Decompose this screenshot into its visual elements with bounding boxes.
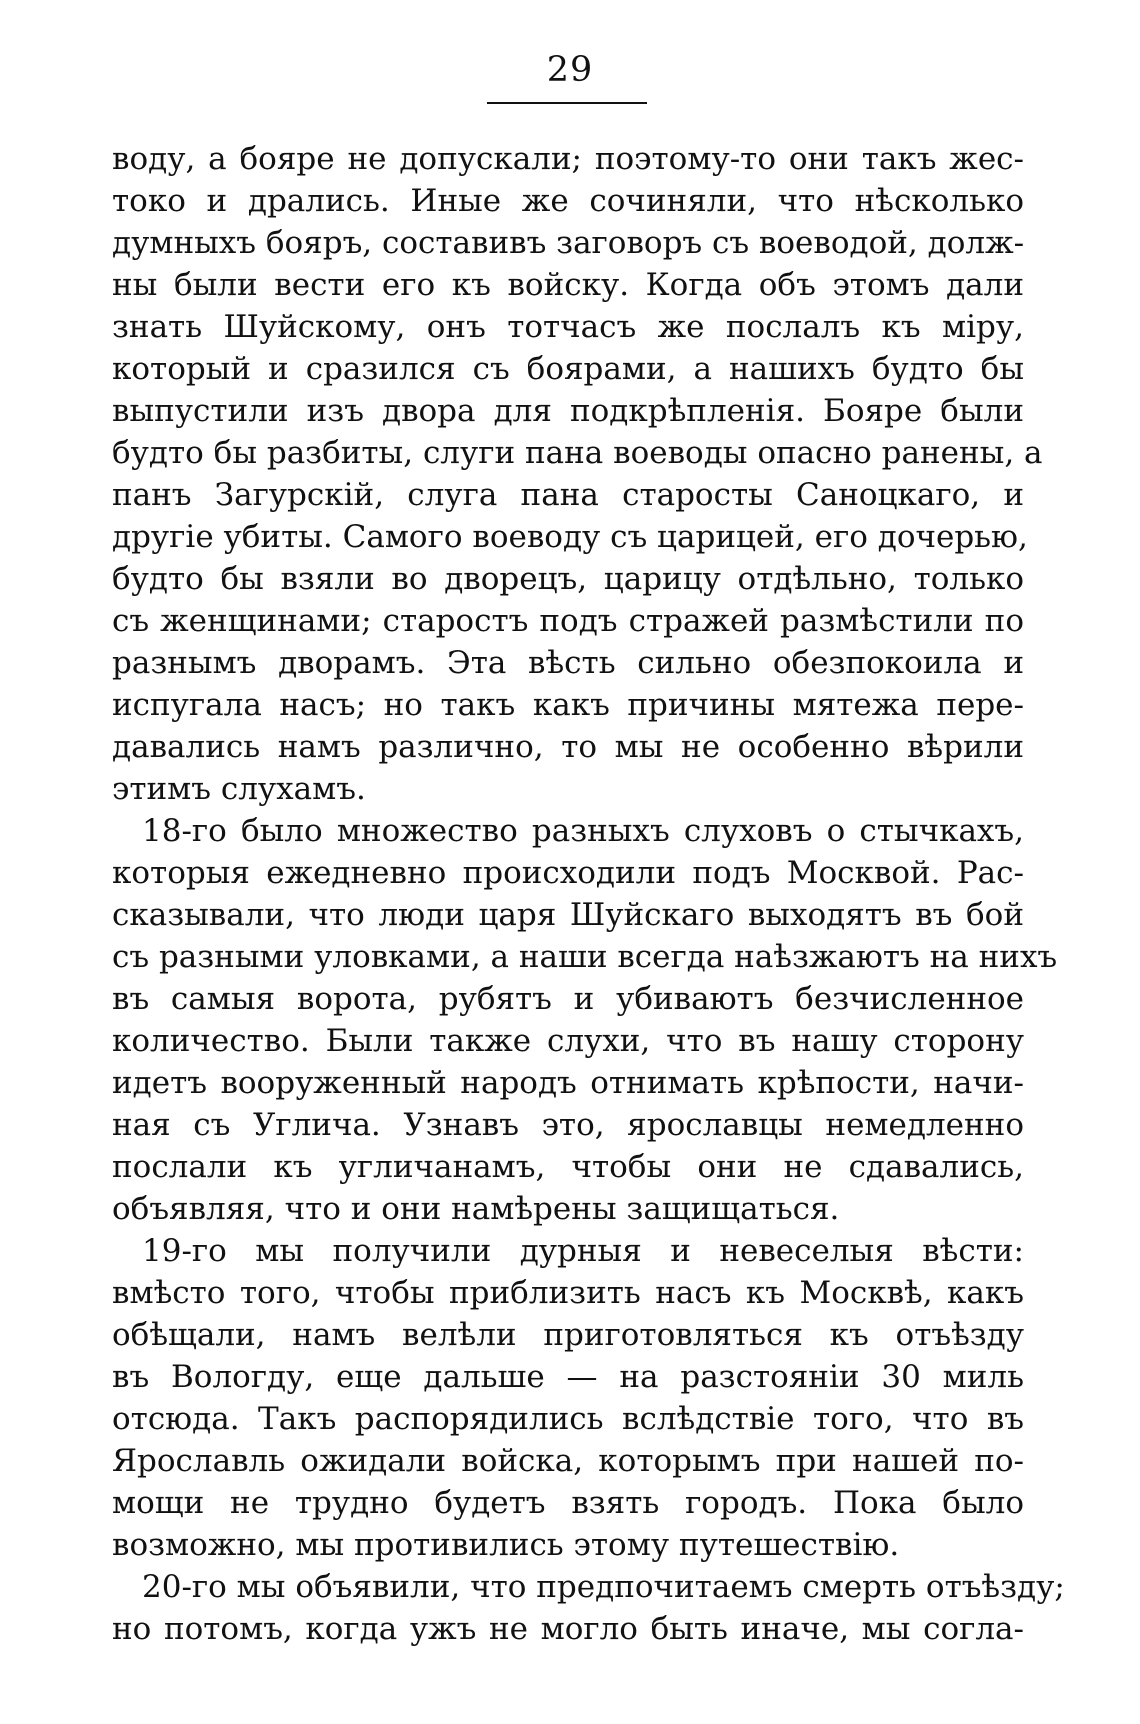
text-line: знать Шуйскому, онъ тотчасъ же послалъ къ міру, [112,309,1024,345]
text-line: отсюда. Такъ распорядились вслѣдствіе того, что въ [112,1401,1024,1437]
text-line: думныхъ бояръ, составивъ заговоръ съ воеводой, долж- [112,225,1025,261]
paragraph-1 [112,138,1043,810]
paragraph-4 [112,1566,1065,1650]
text-line: панъ Загурскій, слуга пана старосты Саноцкаго, и [112,477,1024,513]
text-line: съ разными уловками, а наши всегда наѣзжаютъ на нихъ [112,939,1058,975]
text-line: послали къ угличанамъ, чтобы они не сдавались, [112,1149,1024,1185]
text-line: испугала насъ; но такъ какъ причины мятежа пере- [112,687,1024,723]
page-number: 29 [546,50,594,90]
header-rule [487,102,647,104]
body-text [112,138,1065,1650]
text-line: сказывали, что люди царя Шуйскаго выходятъ въ бой [112,897,1024,933]
text-line: которыя ежедневно происходили подъ Москвой. Рас- [112,855,1024,891]
text-line: будто бы взяли во дворецъ, царицу отдѣльно, только [112,561,1024,597]
text-line: 18-го было множество разныхъ слуховъ о стычкахъ, [142,813,1024,849]
text-line: возможно, мы противились этому путешествію. [112,1527,900,1563]
paragraph-3 [112,1230,1024,1566]
paragraph-2 [112,810,1058,1230]
text-line: мощи не трудно будетъ взять городъ. Пока было [112,1485,1024,1521]
text-line: 20-го мы объявили, что предпочитаемъ смерть отъѣзду; [142,1569,1065,1605]
text-line: Ярославль ожидали войска, которымъ при нашей по- [112,1443,1024,1479]
text-line: обѣщали, намъ велѣли приготовляться къ отъѣзду [112,1317,1024,1353]
text-line: идетъ вооруженный народъ отнимать крѣпости, начи- [112,1065,1024,1101]
text-line: въ самыя ворота, рубятъ и убиваютъ безчисленное [112,981,1024,1017]
text-line: вмѣсто того, чтобы приблизить насъ къ Москвѣ, какъ [112,1275,1024,1311]
text-line: этимъ слухамъ. [112,771,366,807]
text-line: выпустили изъ двора для подкрѣпленія. Бояре были [112,393,1024,429]
text-line: будто бы разбиты, слуги пана воеводы опасно ранены, а [112,435,1043,471]
text-line: 19-го мы получили дурныя и невеселыя вѣсти: [142,1233,1024,1269]
text-line: въ Вологду, еще дальше — на разстояніи 30 миль [112,1359,1024,1395]
text-line: количество. Были также слухи, что въ нашу сторону [112,1023,1024,1059]
text-line: но потомъ, когда ужъ не могло быть иначе, мы согла- [112,1611,1024,1647]
text-line: ная съ Углича. Узнавъ это, ярославцы немедленно [112,1107,1024,1143]
text-line: токо и дрались. Иные же сочиняли, что нѣсколько [112,183,1024,219]
text-line: давались намъ различно, то мы не особенно вѣрили [112,729,1024,765]
text-line: другіе убиты. Самого воеводу съ царицей, его дочерью, [112,519,1028,555]
text-line: разнымъ дворамъ. Эта вѣсть сильно обезпокоила и [112,645,1024,681]
text-line: объявляя, что и они намѣрены защищаться. [112,1191,840,1227]
text-line: съ женщинами; старостъ подъ стражей размѣстили по [112,603,1024,639]
text-line: ны были вести его къ войску. Когда объ этомъ дали [112,267,1024,303]
text-line: воду, а бояре не допускали; поэтому-то они такъ жес- [112,141,1024,177]
text-line: который и сразился съ боярами, а нашихъ будто бы [112,351,1024,387]
